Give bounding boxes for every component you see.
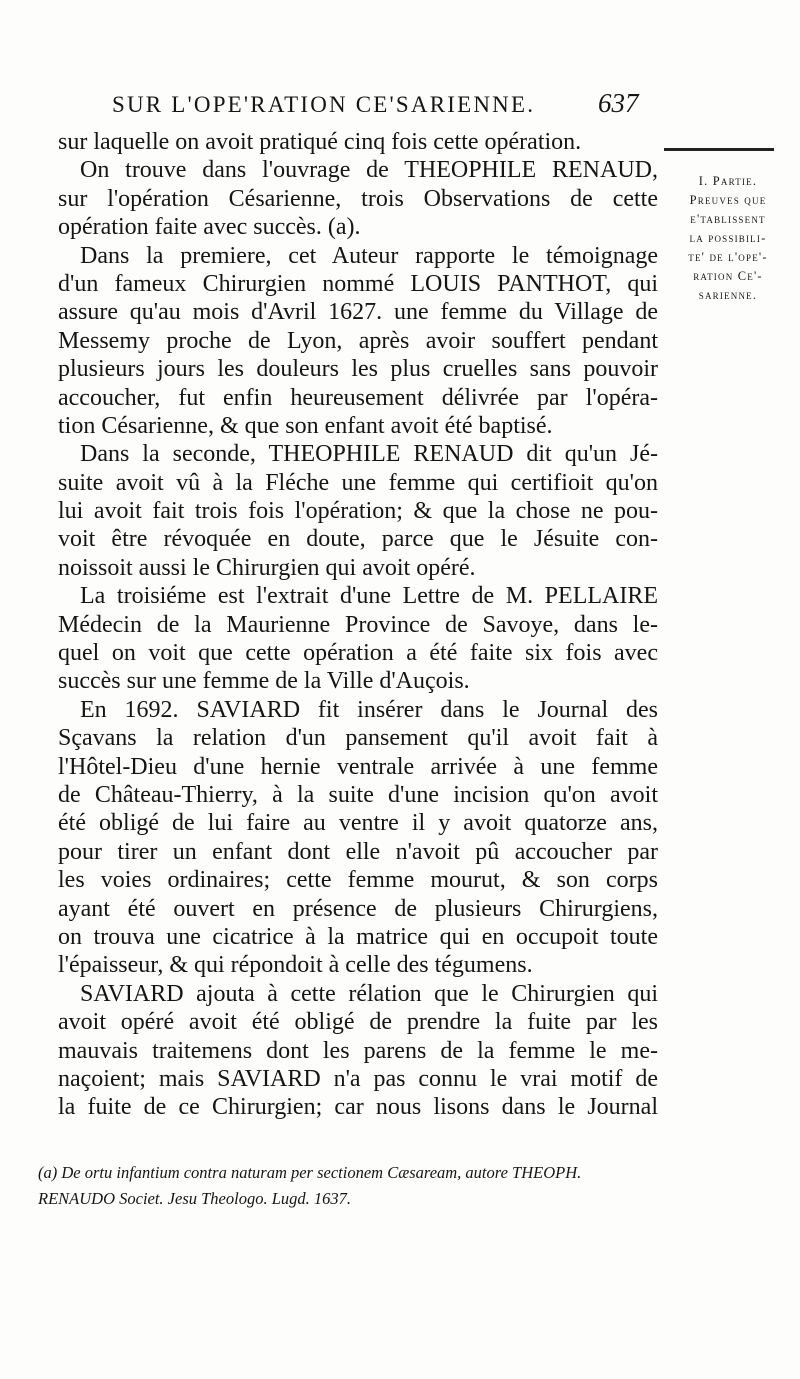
text-line: quel on voit que cette opération a été faite six fois avec [58, 640, 658, 667]
text-line: l'épaisseur, & qui répondoit à celle des tégumens. [58, 952, 533, 979]
margin-rule [664, 148, 774, 151]
paragraph-start: On trouve dans l'ouvrage de THEOPHILE RENAUD, [80, 157, 658, 184]
margin-note-line: e'tablissent [690, 212, 766, 226]
text-line: l'Hôtel-Dieu d'une hernie ventrale arrivée à une femme [58, 753, 658, 780]
margin-note [662, 172, 794, 305]
text-line: pour tirer un enfant dont elle n'avoit pû accoucher par [58, 838, 658, 865]
paragraph-start: Dans la premiere, cet Auteur rapporte le témoignage [80, 242, 658, 269]
body-text [58, 128, 658, 1122]
paragraph-start: SAVIARD ajouta à cette rélation que le Chirurgien qui [80, 980, 658, 1007]
text-line: lui avoit fait trois fois l'opération; & que la chose ne pou- [58, 498, 658, 525]
text-line: voit être révoquée en doute, parce que le Jésuite con- [58, 526, 658, 553]
text-line: opération faite avec succès. (a). [58, 214, 361, 241]
paragraph-start: Dans la seconde, THEOPHILE RENAUD dit qu'un Jé- [80, 441, 658, 468]
footnote-line: (a) De ortu infantium contra naturam per sectionem Cæsaream, autore THEOPH. [38, 1163, 582, 1182]
text-line: avoit opéré avoit été obligé de prendre la fuite par les [58, 1009, 658, 1036]
text-line: Messemy proche de Lyon, après avoir souffert pendant [58, 327, 658, 354]
paragraph-start: En 1692. SAVIARD fit insérer dans le Journal des [80, 696, 658, 723]
text-line: tion Césarienne, & que son enfant avoit été baptisé. [58, 412, 553, 439]
text-line: les voies ordinaires; cette femme mourut, & son corps [58, 867, 658, 894]
text-line: d'un fameux Chirurgien nommé LOUIS PANTHOT, qui [58, 270, 658, 297]
paragraph-start: La troisiéme est l'extrait d'une Lettre de M. PELLAIRE [80, 583, 658, 610]
text-line: sur l'opération Césarienne, trois Observations de cette [58, 185, 658, 212]
margin-note-line: ration Ce'- [693, 269, 763, 283]
text-line: sur laquelle on avoit pratiqué cinq fois cette opération. [58, 129, 582, 155]
text-line: Sçavans la relation d'un pansement qu'il avoit fait à [58, 725, 658, 752]
text-line: mauvais traitemens dont les parens de la femme le me- [58, 1037, 658, 1064]
text-line: on trouva une cicatrice à la matrice qui en occupoit toute [58, 923, 658, 950]
text-line: assure qu'au mois d'Avril 1627. une femme du Village de [58, 299, 658, 326]
text-line: accoucher, fut enfin heureusement délivrée par l'opéra- [58, 384, 658, 411]
margin-note-line: te' de l'ope'- [688, 250, 768, 264]
text-line: naçoient; mais SAVIARD n'a pas connu le vrai motif de [58, 1065, 658, 1092]
page-number: 637 [598, 88, 639, 118]
running-head: SUR L'OPE'RATION CE'SARIENNE. [112, 92, 536, 117]
margin-note-line: la possibili- [689, 231, 767, 245]
footnote-line: RENAUDO Societ. Jesu Theologo. Lugd. 1637. [38, 1189, 352, 1208]
text-line: noissoit aussi le Chirurgien qui avoit opéré. [58, 554, 476, 581]
text-line: Médecin de la Maurienne Province de Savoye, dans le- [58, 611, 658, 638]
text-line: ayant été ouvert en présence de plusieurs Chirurgiens, [58, 895, 658, 922]
text-line: été obligé de lui faire au ventre il y avoit quatorze ans, [58, 810, 658, 837]
text-line: suite avoit vû à la Fléche une femme qui certifioit qu'on [58, 469, 658, 496]
text-line: succès sur une femme de la Ville d'Auçois. [58, 668, 470, 695]
text-line: de Château-Thierry, à la suite d'une incision qu'on avoit [58, 781, 658, 808]
text-line: la fuite de ce Chirurgien; car nous lisons dans le Journal [58, 1094, 658, 1121]
margin-note-line: sarienne. [698, 288, 758, 302]
text-line: plusieurs jours les douleurs les plus cruelles sans pouvoir [58, 356, 658, 383]
margin-note-line: I. Partie. [698, 174, 758, 188]
margin-note-line: Preuves que [689, 193, 767, 207]
footnote [38, 1160, 738, 1212]
